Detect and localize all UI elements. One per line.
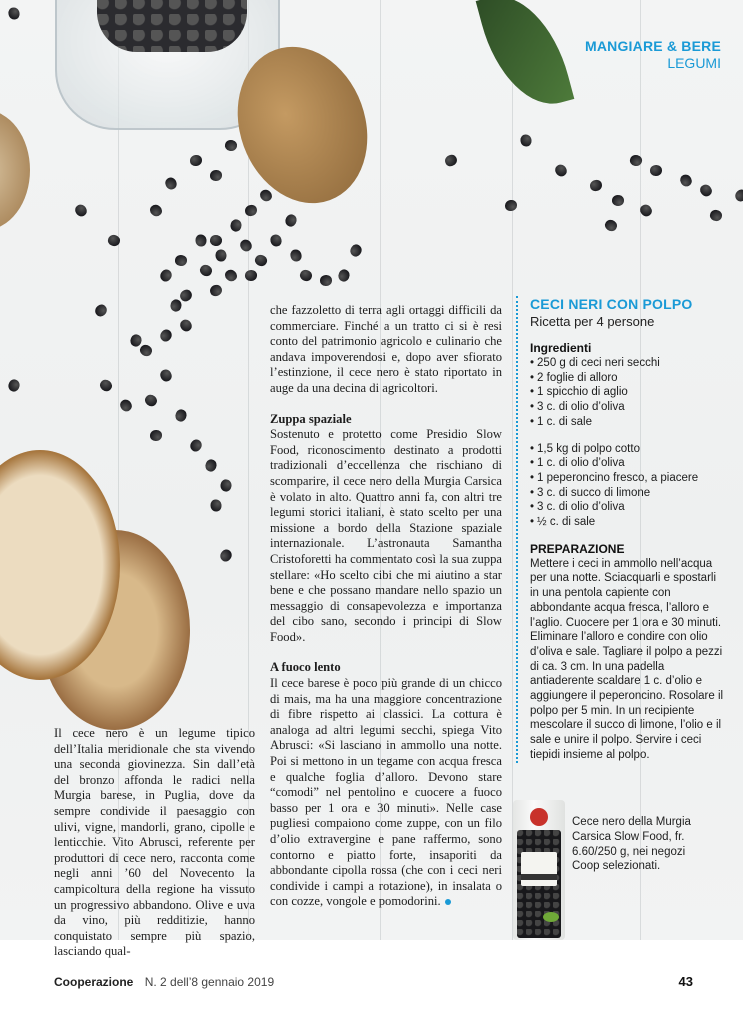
chickpea-image <box>188 437 204 453</box>
chickpea-image <box>190 154 203 166</box>
article-column-left <box>54 726 255 960</box>
chickpea-image <box>589 179 603 192</box>
chickpea-image <box>443 153 458 167</box>
chickpea-image <box>253 253 269 269</box>
chickpea-image <box>215 249 227 262</box>
chickpea-image <box>733 187 743 203</box>
chickpea-image <box>106 233 121 248</box>
chickpea-image <box>164 176 179 191</box>
list-gap <box>530 430 728 442</box>
ingredient-item: • 1 c. di sale <box>530 415 728 430</box>
recipe-box <box>516 296 728 763</box>
chickpea-image <box>223 267 239 283</box>
chickpea-image <box>290 249 303 263</box>
ingredient-item: • 1,5 kg di polpo cotto <box>530 442 728 457</box>
chickpea-image <box>708 208 723 222</box>
recipe-servings: Ricetta per 4 persone <box>530 314 655 329</box>
chickpea-image <box>118 398 134 414</box>
chickpea-image <box>148 202 164 218</box>
chickpea-image <box>8 7 21 21</box>
chickpea-image <box>198 263 214 279</box>
ingredients-list <box>530 442 728 530</box>
issue-info: N. 2 dell’8 gennaio 2019 <box>144 975 275 989</box>
chickpea-image <box>611 194 625 207</box>
section-subtitle: LEGUMI <box>667 55 721 71</box>
ingredient-item: • 2 foglie di alloro <box>530 371 728 386</box>
chickpea-image <box>650 164 663 176</box>
chickpea-image <box>244 204 258 217</box>
jar-beans-image <box>97 0 247 52</box>
ingredient-item: • 1 peperoncino fresco, a piacere <box>530 471 728 486</box>
bread-slice-image <box>0 110 30 230</box>
paragraph-gap <box>270 645 502 660</box>
chickpea-image <box>238 238 254 254</box>
chickpea-image <box>505 199 518 211</box>
package-label-image <box>521 852 557 886</box>
ingredient-item: • 3 c. di olio d’oliva <box>530 500 728 515</box>
organic-leaf-icon <box>543 912 559 922</box>
product-caption: Cece nero della Murgia Carsica Slow Food, fr. 6.60/250 g, nei negozi Coop selezionati. <box>572 816 691 873</box>
ingredient-item: • 3 c. di olio d’oliva <box>530 400 728 415</box>
chickpea-image <box>678 173 693 189</box>
chickpea-image <box>196 235 207 247</box>
dot-icon <box>445 899 451 905</box>
chickpea-image <box>158 327 174 343</box>
article-paragraph <box>270 676 502 910</box>
article-paragraph: Il cece nero è un legume tipico dell’Italia meridionale che sta vivendo una seconda giovinezza. Sin dall’età del bronzo affonda le radici nella Murgia barese, in Puglia, dove da sempre condivide il paesaggio con ulivi, vigne, mandorli, grano, cipolle e lenticchie. Vito Abrusci, referente per produttori di cece nero, racconta come negli anni ’60 del Novecento la campicoltura della regione ha vissuto un progressivo abbandono. Olive e uva da vino, più redditizie, hanno conquistato sempre più spazio, lasciando qual- <box>54 726 255 959</box>
product-package-image <box>513 800 565 940</box>
preparation-text: Mettere i ceci in ammollo nell’acqua per una notte. Sciacquarli e spostarli in una pentola capiente con abbondante acqua fresca, l’alloro e l’aglio. Cuocere per 1 ora e 30 minuti. Eliminare l’alloro e condire con olio d’oliva e sale. Tagliare il polpo a pezzi di ca. 3 cm. In una padella antiaderente scaldare 1 c. d’olio e aggiungere il peperoncino. Rosolare il polpo per 5 min. In un recipiente mescolare il succo di limone, l’olio e il sale e unire il polpo. Servire i ceci tiepidi insieme al polpo. <box>530 557 724 761</box>
recipe-title: CECI NERI CON POLPO <box>530 296 693 312</box>
chickpea-image <box>143 392 159 408</box>
chickpea-image <box>150 430 162 441</box>
chickpea-image <box>73 203 89 219</box>
wood-plank-line <box>512 0 513 940</box>
ingredients-list <box>530 356 728 430</box>
page-footer <box>54 975 693 989</box>
chickpea-image <box>159 368 173 383</box>
chickpea-image <box>203 458 218 474</box>
chickpea-image <box>258 187 274 203</box>
chickpea-image <box>224 139 238 153</box>
chickpea-image <box>6 378 21 394</box>
subheading: A fuoco lento <box>270 660 341 675</box>
section-header <box>585 38 721 71</box>
chickpea-image <box>229 218 243 233</box>
chickpea-image <box>245 269 258 281</box>
chickpea-image <box>138 343 154 359</box>
chickpea-image <box>93 302 109 318</box>
chickpea-image <box>348 242 364 258</box>
chickpea-image <box>698 182 714 198</box>
ingredient-item: • 1 c. di olio d’oliva <box>530 456 728 471</box>
paragraph-gap <box>270 397 502 412</box>
article-column-middle <box>270 303 502 910</box>
chickpea-image <box>218 547 234 563</box>
article-text: Il cece barese è poco più grande di un chicco di mais, ma ha una maggiore concentrazione di fibre rispetto ai classici. La cottura è analoga ad altri legumi secchi, spiega Vito Abrusci: «Si lasciano in ammollo una notte. Poi si mettono in un tegame con acqua fresca e qualche foglia d’alloro. Devono stare “comodi” nel pentolino e cuocere a fuoco basso per 1 ora e 30 minuti». Nelle case pugliesi compaiono come zuppe, con un filo d’olio extravergine e pane raffermo, sono contorno e piatto forte, insaporiti da abbondante cipolla rossa (che con i ceci neri condivide i campi a rotazione), in insalata o con cozze, vongole e pomodorini. <box>270 676 502 909</box>
chickpea-image <box>629 154 643 168</box>
package-label-band <box>521 874 557 880</box>
chickpea-image <box>553 163 569 179</box>
chickpea-image <box>211 500 222 512</box>
ingredient-item: • 1 spicchio di aglio <box>530 385 728 400</box>
chickpea-image <box>520 134 532 147</box>
article-paragraph: che fazzoletto di terra agli ortaggi difficili da commerciare. Finché a un tratto ci si è resi conto del patrimonio agricolo e culinario che andava impoverendosi e, dopo aver sfiorato l’estinzione, il cece nero è stato riportato in auge da una decina di agricoltori. <box>270 303 502 395</box>
chickpea-image <box>220 479 233 493</box>
chickpea-image <box>174 254 188 267</box>
page-number: 43 <box>678 974 693 989</box>
chickpea-image <box>209 284 223 298</box>
rubric-title: MANGIARE & BERE <box>584 38 721 54</box>
chickpea-image <box>178 318 194 334</box>
chickpea-image <box>98 377 114 393</box>
slow-food-logo-icon <box>530 808 548 826</box>
chickpea-image <box>298 268 314 284</box>
chickpea-image <box>173 408 188 424</box>
chickpea-image <box>336 268 351 284</box>
chickpea-image <box>283 213 299 229</box>
chickpea-image <box>603 218 619 234</box>
chickpea-image <box>158 267 174 283</box>
subheading: Zuppa spaziale <box>270 411 352 426</box>
ingredient-item: • 3 c. di succo di limone <box>530 486 728 501</box>
bay-leaf-image <box>476 0 575 117</box>
ingredient-item: • 250 g di ceci neri secchi <box>530 356 728 371</box>
preparation-heading: PREPARAZIONE <box>530 541 625 556</box>
ingredient-item: • ½ c. di sale <box>530 515 728 530</box>
chickpea-image <box>210 170 222 181</box>
chickpea-image <box>209 234 223 248</box>
article-paragraph: Sostenuto e protetto come Presidio Slow Food, riconoscimento destinato a prodotti tradizionali d’eccellenza che rischiano di scomparire, il cece nero della Murgia Carsica è volato in alto. Quattro anni fa, con altri tre legumi storici italiani, è stato scelto per una missione a bordo della Stazione spaziale internazionale. L’astronauta Samantha Cristoforetti ha commentato così la sua zuppa stellare: «Ho scelto cibi che mi aiutino a star bene e che possano mandare nello spazio un messaggio di consapevolezza e importanza del cibo sano, secondo i principi di Slow Food». <box>270 427 502 644</box>
ingredients-heading: Ingredienti <box>530 341 592 355</box>
chickpea-image <box>320 274 333 286</box>
magazine-name: Cooperazione <box>54 975 134 989</box>
chickpea-image <box>269 233 283 247</box>
